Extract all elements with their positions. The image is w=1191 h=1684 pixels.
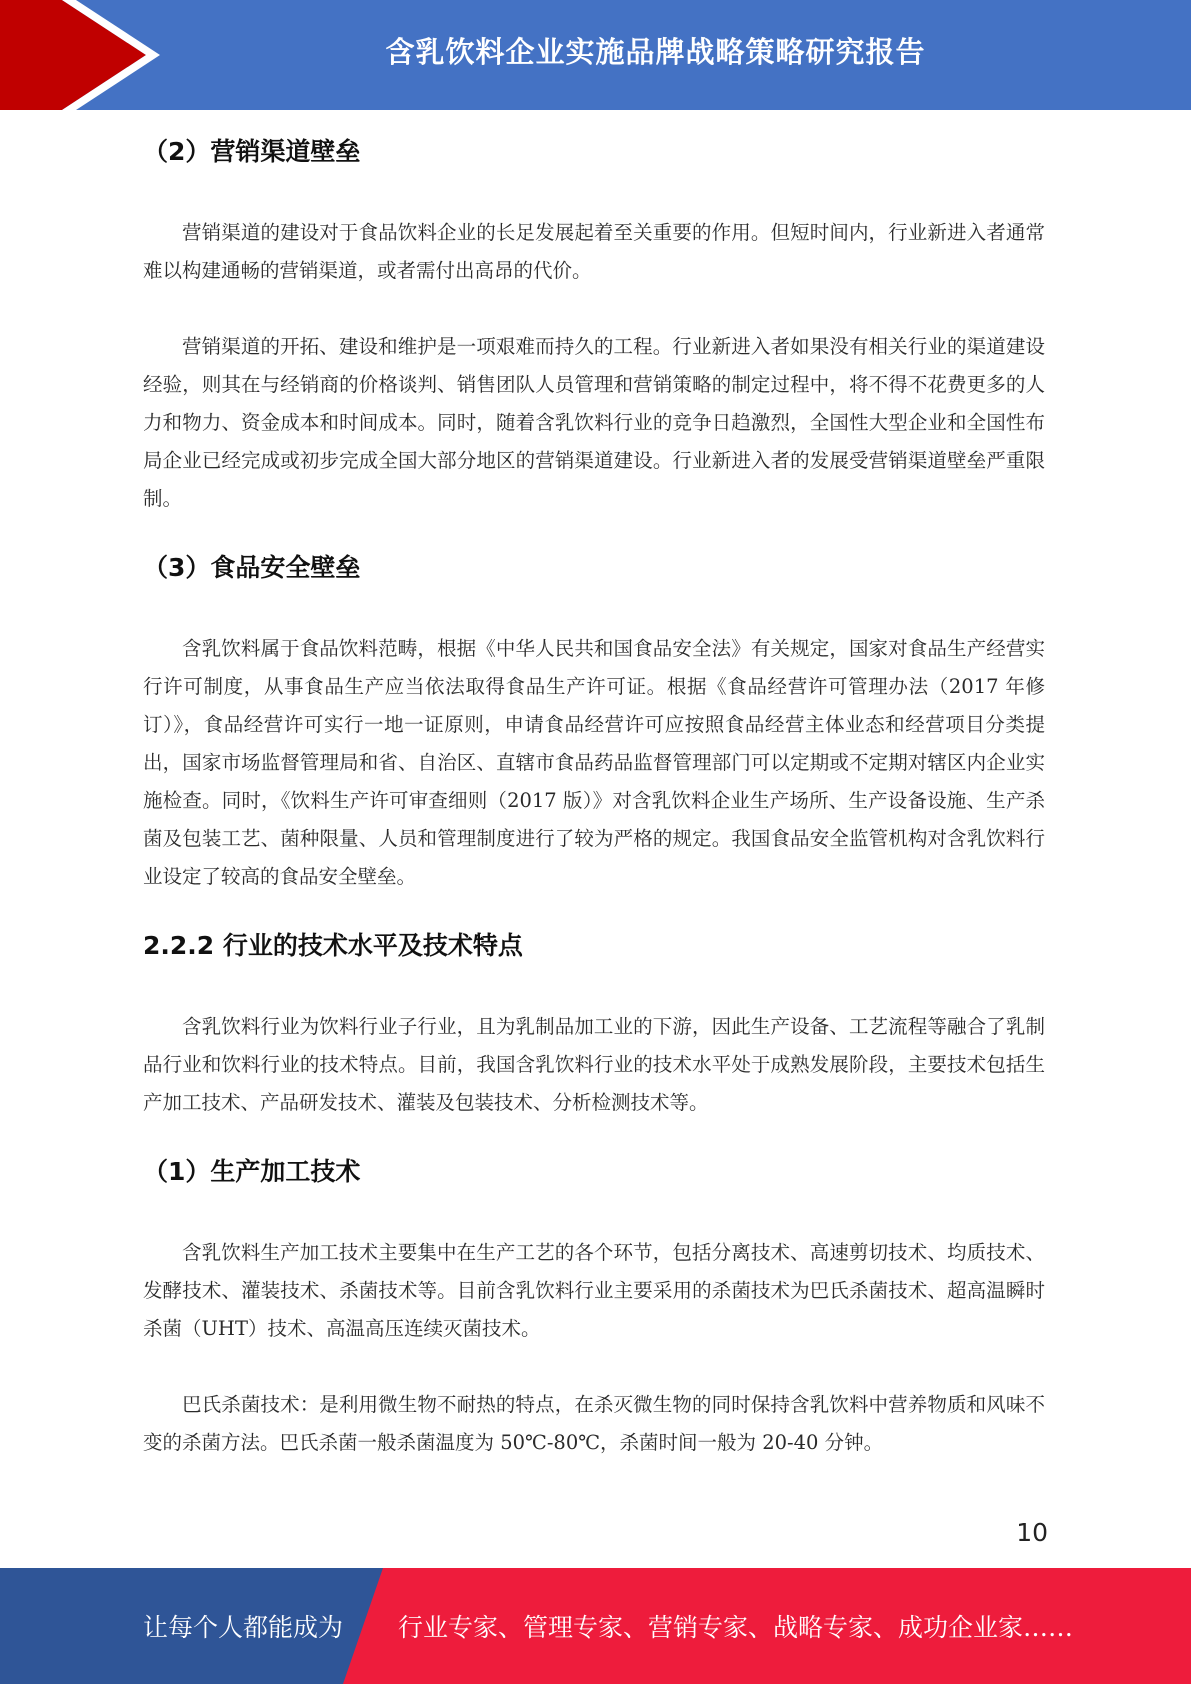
paragraph: 营销渠道的开拓、建设和维护是一项艰难而持久的工程。行业新进入者如果没有相关行业的渠道建设经验，则其在与经销商的价格谈判、销售团队人员管理和营销策略的制定过程中，将不得不花费更多的人力和物力、资金成本和时间成本。同时，随着含乳饮料行业的竞争日趋激烈，全国性大型企业和全国性布局企业已经完成或初步完成全国大部分地区的营销渠道建设。行业新进入者的发展受营销渠道壁垒严重限制。 [143,335,1045,510]
document-body [143,120,1045,1462]
page-footer [0,1568,1191,1684]
section-heading-production-processing: （1）生产加工技术 [143,1157,361,1186]
paragraph: 含乳饮料行业为饮料行业子行业，且为乳制品加工业的下游，因此生产设备、工艺流程等融合了乳制品行业和饮料行业的技术特点。目前，我国含乳饮料行业的技术水平处于成熟发展阶段，主要技术包括生产加工技术、产品研发技术、灌装及包装技术、分析检测技术等。 [143,1015,1045,1114]
paragraph: 含乳饮料生产加工技术主要集中在生产工艺的各个环节，包括分离技术、高速剪切技术、均质技术、发酵技术、灌装技术、杀菌技术等。目前含乳饮料行业主要采用的杀菌技术为巴氏杀菌技术、超高温瞬时杀菌（UHT）技术、高温高压连续灭菌技术。 [143,1241,1045,1340]
footer-slogan-left: 让每个人都能成为 [143,1613,344,1642]
paragraph: 巴氏杀菌技术：是利用微生物不耐热的特点，在杀灭微生物的同时保持含乳饮料中营养物质和风味不变的杀菌方法。巴氏杀菌一般杀菌温度为 50℃-80℃，杀菌时间一般为 20-40 分钟。 [143,1393,1045,1454]
paragraph: 营销渠道的建设对于食品饮料企业的长足发展起着至关重要的作用。但短时间内，行业新进入者通常难以构建通畅的营销渠道，或者需付出高昂的代价。 [143,221,1045,282]
header-title: 含乳饮料企业实施品牌战略策略研究报告 [385,34,926,69]
page-number: 10 [1016,1518,1048,1547]
section-heading-marketing-channel-barrier: （2）营销渠道壁垒 [143,137,361,166]
page-header [0,0,1191,110]
section-heading-food-safety-barrier: （3）食品安全壁垒 [143,553,361,582]
section-heading-technology-level: 2.2.2 行业的技术水平及技术特点 [143,931,523,960]
footer-slogan-right: 行业专家、管理专家、营销专家、战略专家、成功企业家…… [398,1613,1074,1642]
paragraph: 含乳饮料属于食品饮料范畴，根据《中华人民共和国食品安全法》有关规定，国家对食品生产经营实行许可制度，从事食品生产应当依法取得食品生产许可证。根据《食品经营许可管理办法（2017 年修订）》，食品经营许可实行一地一证原则，申请食品经营许可应按照食品经营主体业态和经营项目分类提出，国家市场监督管理局和省、自治区、直辖市食品药品监督管理部门可以定期或不定期对辖区内企业实施检查。同时，《饮料生产许可审查细则（2017 版）》对含乳饮料企业生产场所、生产设备设施、生产杀菌及包装工艺、菌种限量、人员和管理制度进行了较为严格的规定。我国食品安全监管机构对含乳饮料行业设定了较高的食品安全壁垒。 [143,637,1045,888]
